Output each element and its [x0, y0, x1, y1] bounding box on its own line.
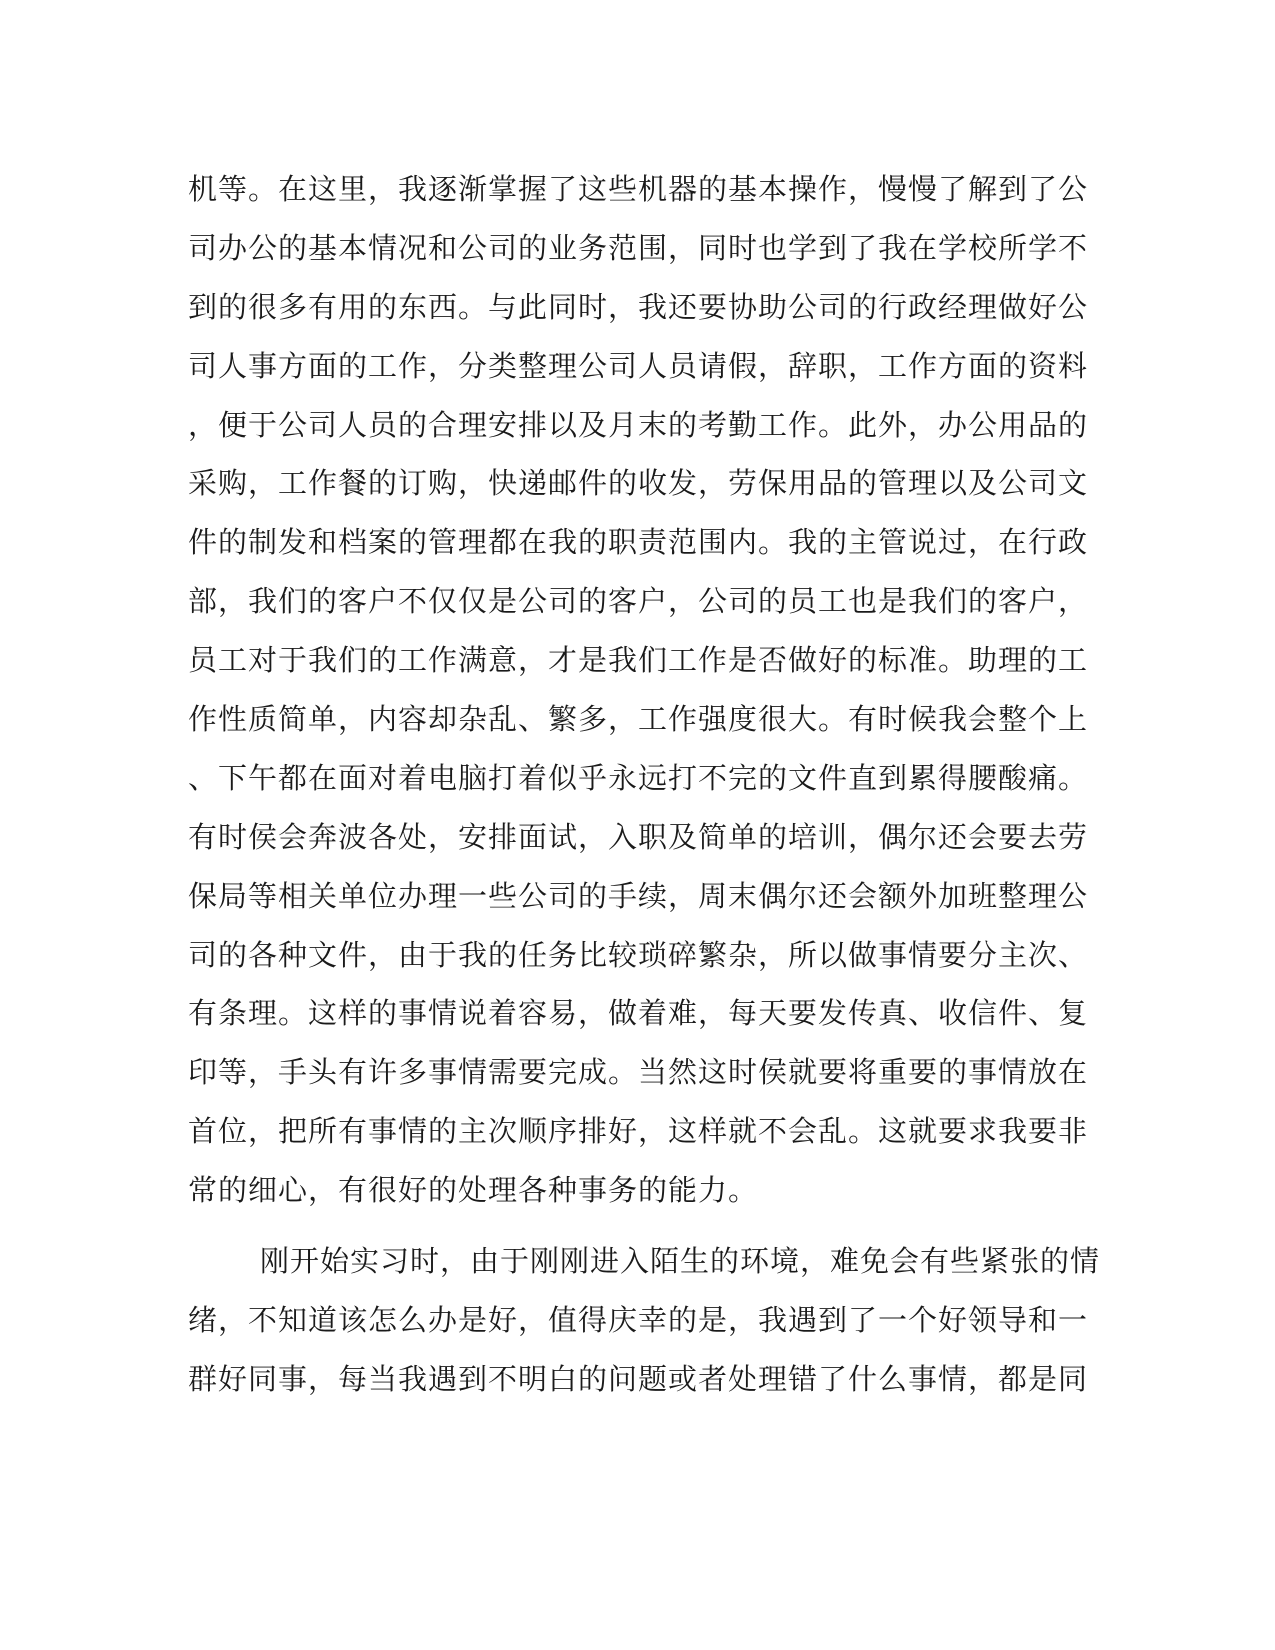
text-line: 司办公的基本情况和公司的业务范围，同时也学到了我在学校所学不 — [188, 230, 1089, 265]
text-line: 件的制发和档案的管理都在我的职责范围内。我的主管说过，在行政 — [188, 525, 1089, 560]
text-line: 司的各种文件，由于我的任务比较琐碎繁杂，所以做事情要分主次、 — [188, 937, 1089, 972]
text-line: 到的很多有用的东西。与此同时，我还要协助公司的行政经理做好公 — [188, 289, 1089, 324]
text-line: 常的细心，有很好的处理各种事务的能力。 — [188, 1173, 759, 1208]
text-line: ，便于公司人员的合理安排以及月末的考勤工作。此外，办公用品的 — [188, 407, 1089, 442]
text-line: 印等，手头有许多事情需要完成。当然这时侯就要将重要的事情放在 — [188, 1055, 1089, 1090]
text-line: 员工对于我们的工作满意，才是我们工作是否做好的标准。助理的工 — [188, 643, 1089, 678]
text-line: 机等。在这里，我逐渐掌握了这些机器的基本操作，慢慢了解到了公 — [188, 172, 1089, 206]
text-line: 、下午都在面对着电脑打着似乎永远打不完的文件直到累得腰酸痛。 — [188, 760, 1089, 795]
text-line: 采购，工作餐的订购，快递邮件的收发，劳保用品的管理以及公司文 — [188, 466, 1089, 501]
text-line: 绪，不知道该怎么办是好，值得庆幸的是，我遇到了一个好领导和一 — [188, 1302, 1089, 1337]
paragraph-spacing — [188, 1220, 1088, 1232]
text-line: 保局等相关单位办理一些公司的手续，周末偶尔还会额外加班整理公 — [188, 878, 1089, 913]
paragraph-1 — [188, 160, 1088, 1220]
text-line: 作性质简单，内容却杂乱、繁多，工作强度很大。有时候我会整个上 — [188, 702, 1089, 737]
text-line: 群好同事，每当我遇到不明白的问题或者处理错了什么事情，都是同 — [188, 1361, 1089, 1396]
document-body — [188, 160, 1101, 1409]
text-line: 有时侯会奔波各处，安排面试，入职及简单的培训，偶尔还会要去劳 — [188, 819, 1089, 854]
text-line: 司人事方面的工作，分类整理公司人员请假，辞职，工作方面的资料 — [188, 348, 1089, 383]
text-line: 首位，把所有事情的主次顺序排好，这样就不会乱。这就要求我要非 — [188, 1114, 1089, 1149]
text-line: 部，我们的客户不仅仅是公司的客户，公司的员工也是我们的客户， — [188, 584, 1089, 619]
text-line: 刚开始实习时，由于刚刚进入陌生的环境，难免会有些紧张的情 — [260, 1244, 1101, 1279]
text-line: 有条理。这样的事情说着容易，做着难，每天要发传真、收信件、复 — [188, 996, 1089, 1031]
paragraph-2 — [188, 1232, 1101, 1409]
